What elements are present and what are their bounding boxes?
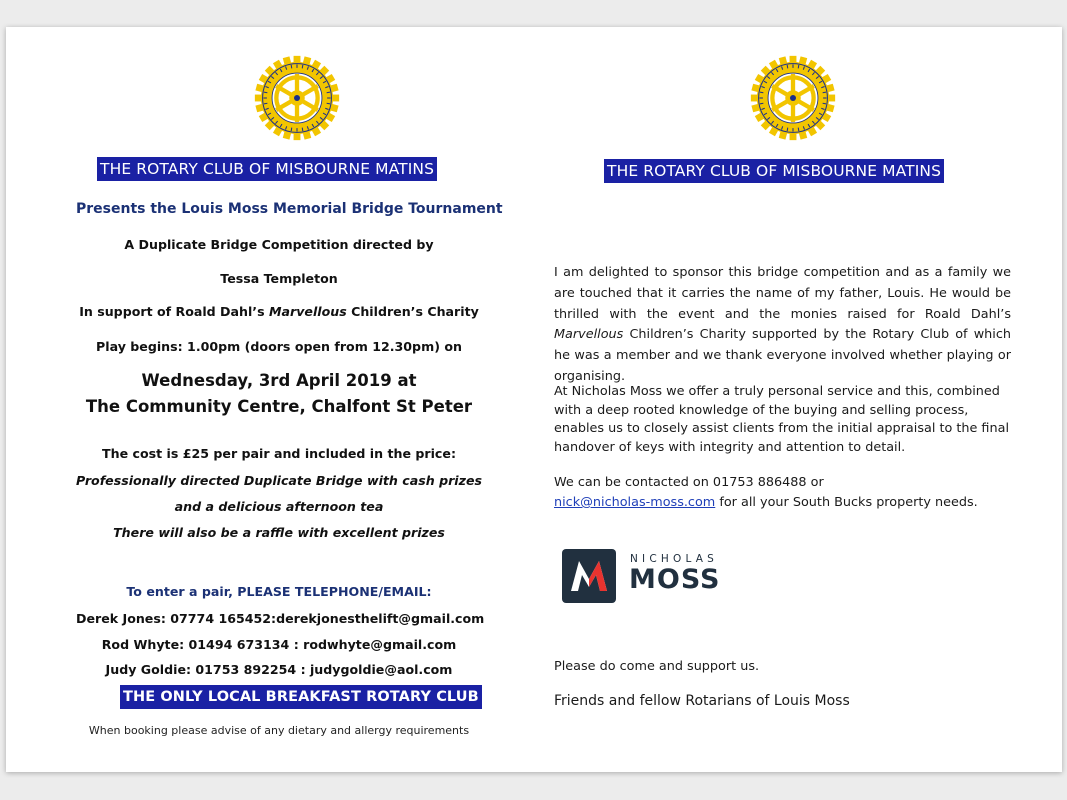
included-bridge: Professionally directed Duplicate Bridge with cash prizes: [76, 473, 482, 488]
club-title-banner: THE ROTARY CLUB OF MISBOURNE MATINS: [97, 157, 437, 181]
event-venue: The Community Centre, Chalfont St Peter: [85, 397, 473, 416]
cost-line: The cost is £25 per pair and included in the price:: [102, 446, 456, 461]
email-link[interactable]: nick@nicholas-moss.com: [554, 495, 716, 510]
rotary-wheel-icon: [254, 55, 340, 141]
tournament-title: Presents the Louis Moss Memorial Bridge Tournament: [76, 201, 503, 217]
service-paragraph: At Nicholas Moss we offer a truly personal service and this, combined with a deep rooted knowledge of the buying and selling process, enables us to closely assist clients from the initial appraisal to the final handover of keys with integrity and attention to detail.: [554, 384, 1010, 455]
rotary-wheel-icon: [750, 55, 836, 141]
raffle-line: There will also be a raffle with excellent prizes: [113, 525, 445, 540]
competition-line: A Duplicate Bridge Competition directed by: [124, 237, 434, 252]
right-column: [554, 27, 1018, 772]
sponsor-paragraph: I am delighted to sponsor this bridge competition and as a family we are touched that it carries the name of my father, Louis. He would be thrilled with the event and the monies raised for Roald Dahl’s Marvellous Children’s Charity supported by the Rotary Club of which he was a member and we thank everyone involved whether playing or organising.: [554, 265, 1011, 384]
included-tea: and a delicious afternoon tea: [174, 499, 384, 514]
left-column: [76, 27, 503, 772]
director-name: Tessa Templeton: [220, 271, 338, 286]
contact-paragraph: We can be contacted on 01753 886488 or nick@nicholas-moss.com for all your South Bucks property needs.: [554, 475, 978, 510]
nicholas-moss-logo-icon: [562, 549, 616, 603]
breakfast-club-banner: THE ONLY LOCAL BREAKFAST ROTARY CLUB: [120, 685, 482, 709]
flyer-page: [6, 27, 1062, 772]
charity-line: In support of Roald Dahl’s Marvellous Children’s Charity: [79, 304, 479, 319]
signoff-line: Friends and fellow Rotarians of Louis Moss: [554, 693, 850, 709]
enter-heading: To enter a pair, PLEASE TELEPHONE/EMAIL:: [126, 584, 432, 599]
contact-judy: Judy Goldie: 01753 892254 : judygoldie@aol.com: [105, 662, 453, 677]
dietary-note: When booking please advise of any dietary and allergy requirements: [88, 724, 470, 737]
contact-rod: Rod Whyte: 01494 673134 : rodwhyte@gmail.com: [101, 637, 457, 652]
brand-name-main: MOSS: [629, 564, 721, 595]
brand-name-top: NICHOLAS: [630, 553, 718, 565]
nicholas-moss-logo: [562, 547, 732, 605]
support-invite: Please do come and support us.: [554, 659, 760, 674]
play-time-line: Play begins: 1.00pm (doors open from 12.30pm) on: [96, 339, 462, 354]
contact-derek: Derek Jones: 07774 165452:derekjonesthelift@gmail.com: [76, 611, 485, 626]
club-title-banner: THE ROTARY CLUB OF MISBOURNE MATINS: [604, 159, 944, 183]
event-date: Wednesday, 3rd April 2019 at: [141, 371, 417, 390]
